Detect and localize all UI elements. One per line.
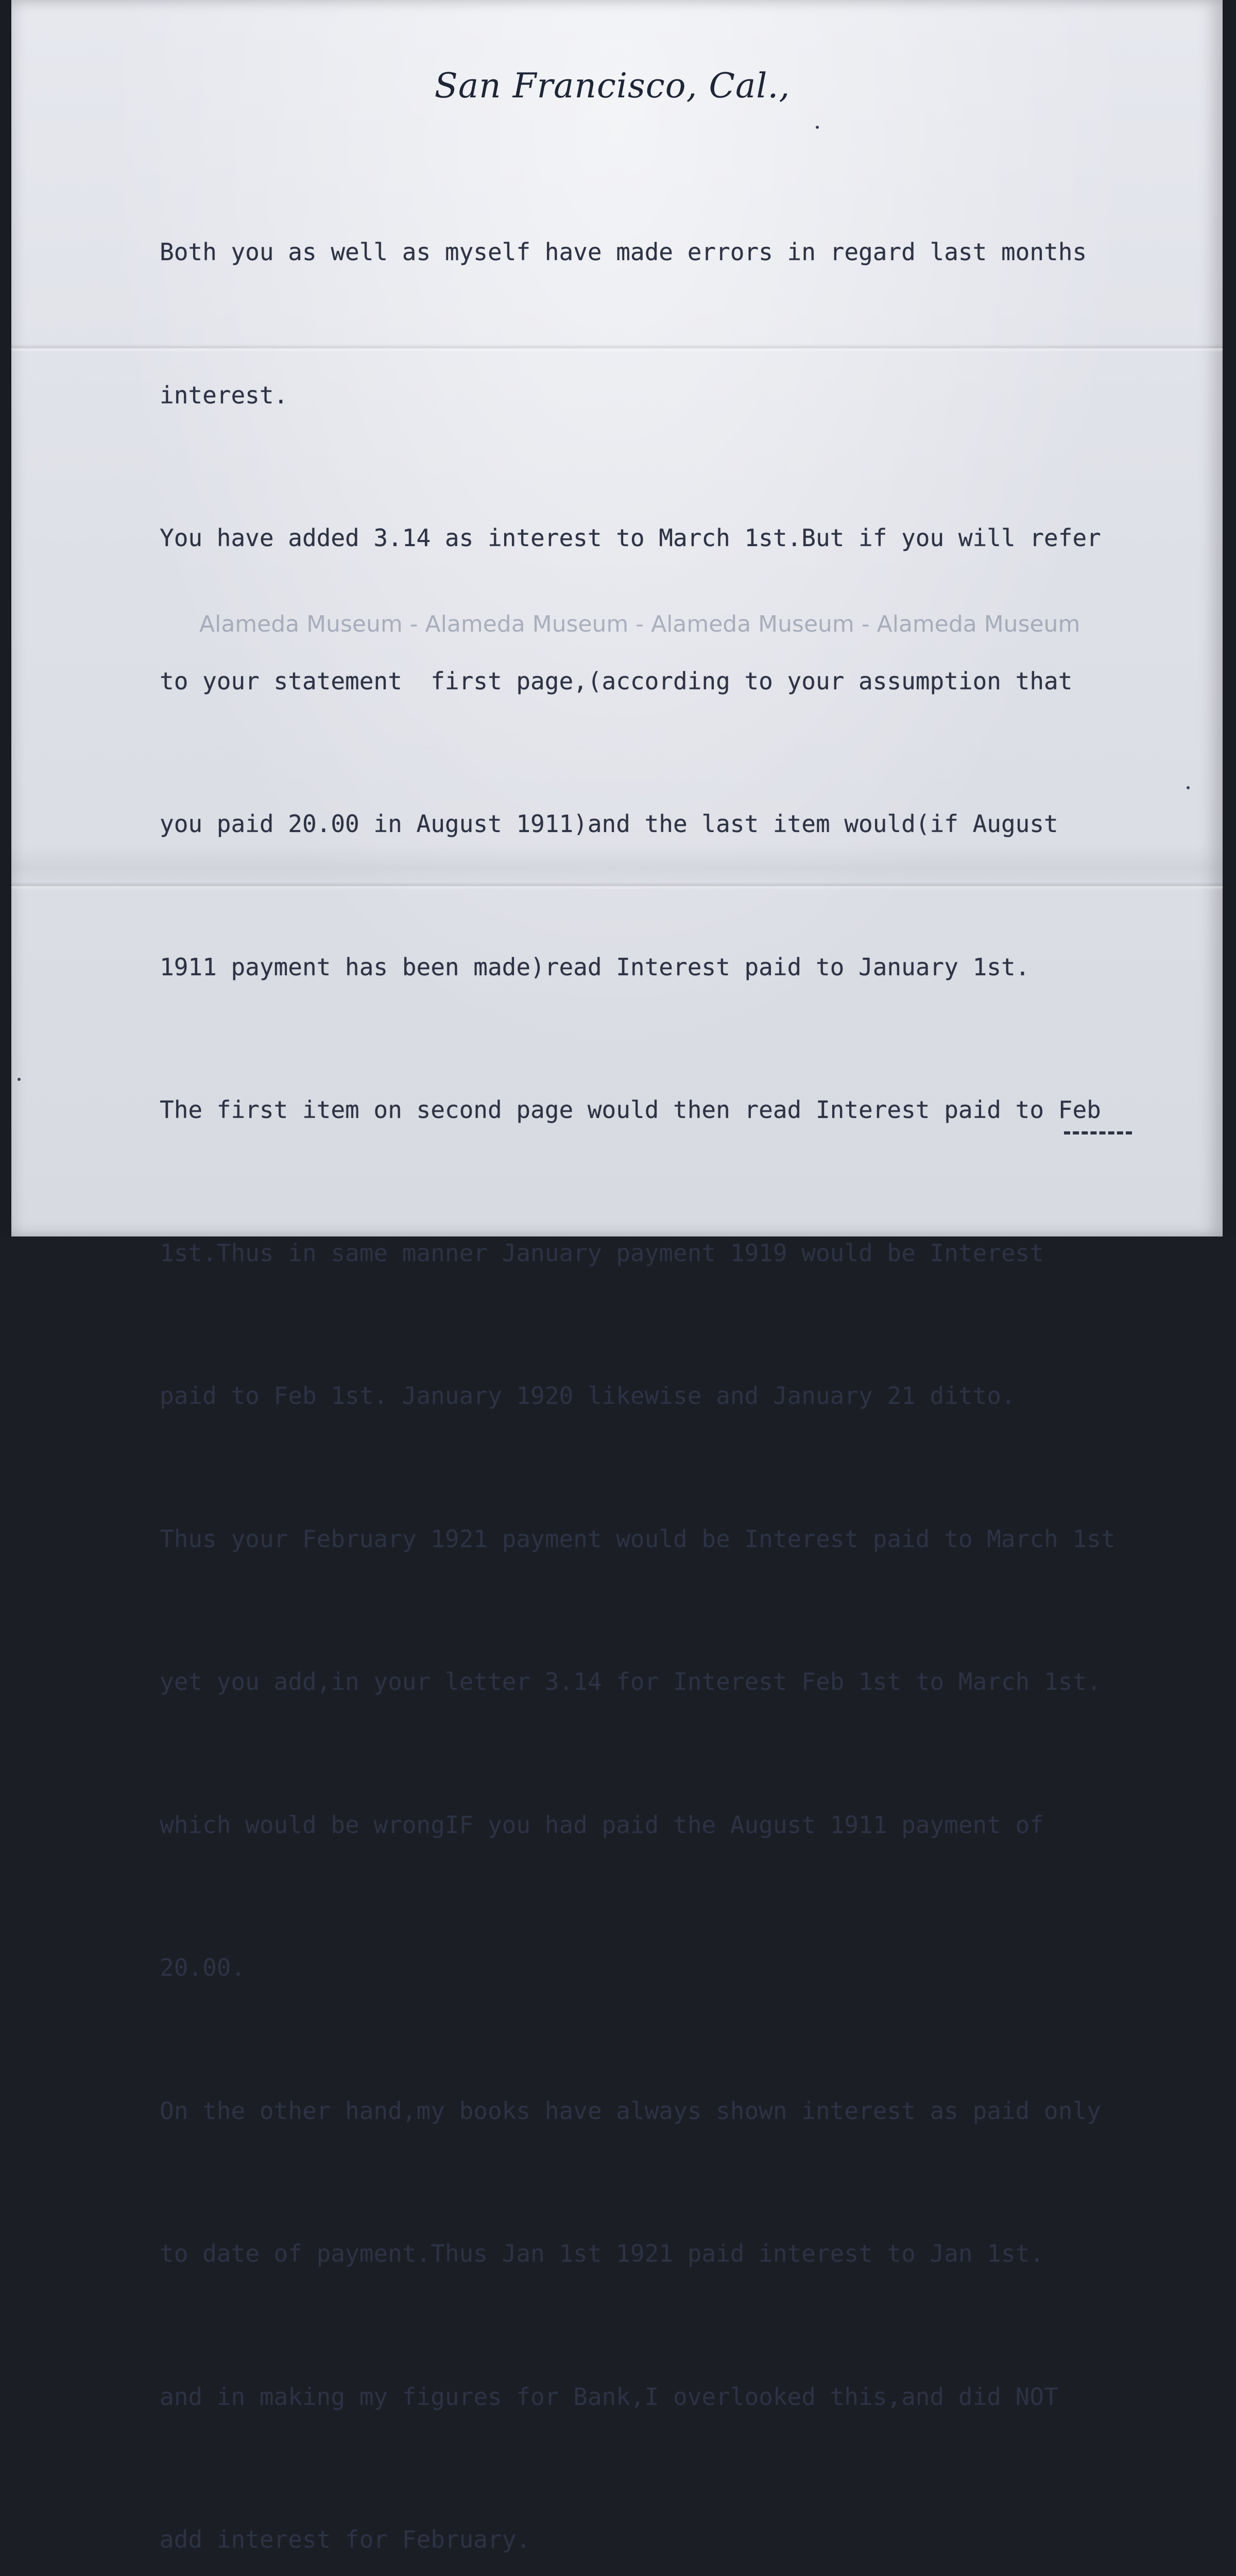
letter-line: to date of payment.Thus Jan 1st 1921 paid interest to Jan 1st.: [160, 2240, 1044, 2267]
amount-underline: [1064, 1131, 1132, 1138]
letter-line: 1911 payment has been made)read Interest paid to January 1st.: [160, 953, 1030, 981]
letter-line: Thus your February 1921 payment would be Interest paid to March 1st: [160, 1524, 1115, 1553]
letter-line: to your statement first page,(according to your assumption that: [160, 667, 1073, 695]
letter-line: you paid 20.00 in August 1911)and the last item would(if August: [160, 810, 1058, 838]
letter-line: 1st.Thus in same manner January payment 1919 would be Interest: [160, 1239, 1044, 1267]
letter-line: and in making my figures for Bank,I overlooked this,and did NOT: [160, 2382, 1058, 2411]
letter-body: [160, 133, 1205, 2576]
letter-line: 20.00.: [160, 1954, 246, 1981]
paper-speck: [1187, 786, 1190, 789]
letter-paper: [11, 0, 1223, 2553]
paper-speck: [816, 126, 819, 129]
letter-line: interest.: [160, 381, 288, 409]
letter-line: On the other hand,my books have always shown interest as paid only: [160, 2096, 1101, 2125]
letter-line: You have added 3.14 as interest to March 1st.But if you will refer: [160, 524, 1101, 552]
letter-line: which would be wrongIF you had paid the August 1911 payment of: [160, 1810, 1044, 1839]
letter-line: paid to Feb 1st. January 1920 likewise and January 21 ditto.: [160, 1382, 1016, 1410]
paper-speck: [18, 1078, 21, 1081]
letter-line: add interest for February.: [160, 2526, 531, 2553]
letter-line: The first item on second page would then read Interest paid to Feb: [160, 1096, 1101, 1124]
letter-line: yet you add,in your letter 3.14 for Interest Feb 1st to March 1st.: [160, 1668, 1101, 1696]
letterhead: San Francisco, Cal.,: [434, 66, 791, 106]
museum-watermark: Alameda Museum - Alameda Museum - Alameda Museum - Alameda Museum: [199, 611, 1080, 637]
letter-line: Both you as well as myself have made errors in regard last months: [160, 238, 1087, 266]
